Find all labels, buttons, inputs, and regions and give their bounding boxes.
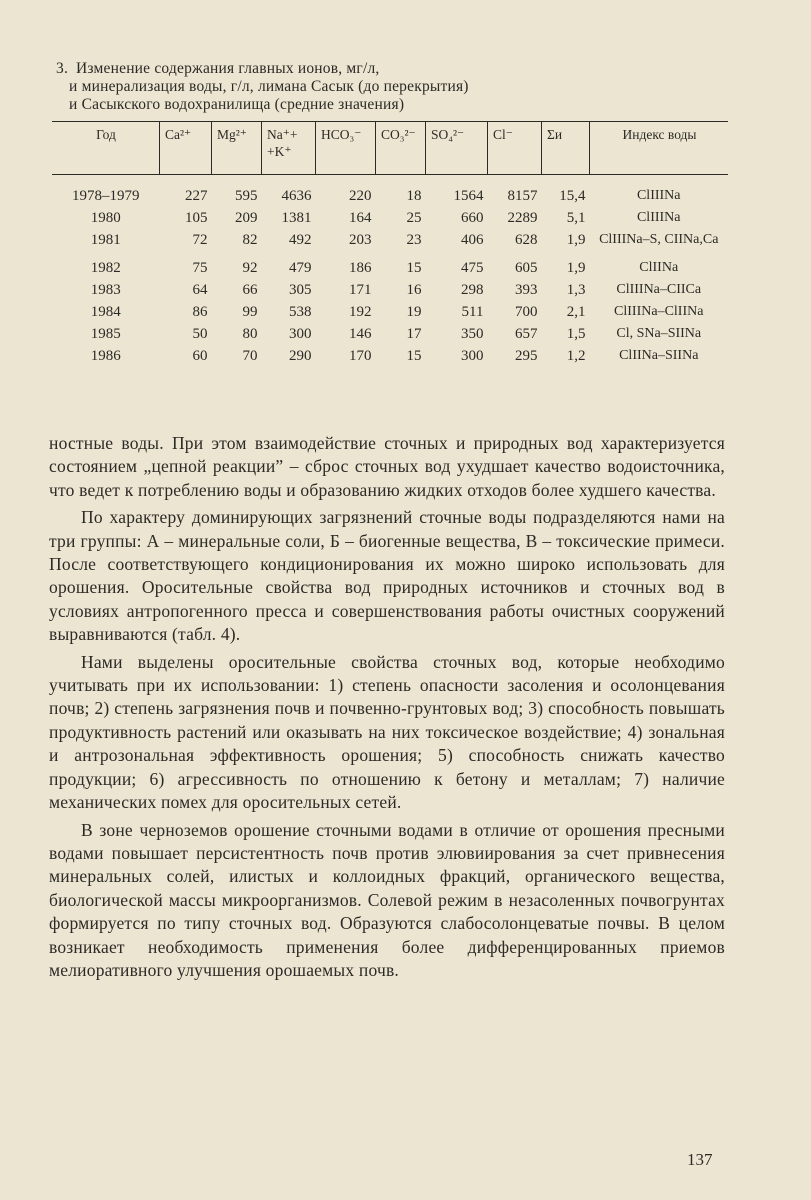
paragraph-4: В зоне черноземов орошение сточными водами в отличие от орошения пресными водами повышает персистентность почв против элювиирования за счет привнесения минеральных солей, илистых и коллоидных фракций, органического вещества, биологической массы микроорганизмов. Солевой режим в незасоленных почвогрунтах формируется по типу сточных вод. Образуются слабосолонцеватые почвы. В целом возникает необходимость применения более дифференцированных приемов мелиоративного улучшения орошаемых почв. <box>49 819 725 980</box>
cell-sum: 1,5 <box>566 326 586 342</box>
cell-cl: 2289 <box>507 210 538 226</box>
header-ca: Ca²⁺ <box>160 122 212 175</box>
cell-co3: 17 <box>406 326 422 342</box>
cell-index: ClIIINa–ClIINa <box>614 304 704 319</box>
table-row <box>52 251 728 279</box>
cell-so4: 300 <box>461 348 484 364</box>
cell-index: ClIIINa <box>636 188 681 203</box>
cell-na: 4636 <box>281 188 312 204</box>
cell-na: 538 <box>289 304 312 320</box>
cell-index: ClIINa–SIINa <box>619 348 699 363</box>
cell-hco3: 186 <box>349 260 372 276</box>
cell-hco3: 192 <box>349 304 372 320</box>
cell-mg: 82 <box>242 232 258 248</box>
cell-ca: 105 <box>185 210 208 226</box>
table-caption <box>56 60 736 114</box>
header-sum: Σи <box>542 122 590 175</box>
table-row <box>52 207 728 229</box>
table-row <box>52 279 728 301</box>
cell-mg: 92 <box>242 260 258 276</box>
header-year: Год <box>52 122 160 175</box>
table-number: 3. <box>56 60 69 77</box>
cell-ca: 50 <box>192 326 208 342</box>
paragraph-2: По характеру доминирующих загрязнений сточные воды подразделяются нами на три группы: А – минеральные соли, Б – биогенные вещества, В – токсические примеси. После соответствующего кондиционирования их можно широко использовать для орошения. Оросительные свойства вод природных источников и сточных вод в условиях антропогенного пресса и совершенствования работы очистных сооружений выравниваются (табл. 4). <box>49 507 725 645</box>
cell-so4: 1564 <box>453 188 484 204</box>
table-row <box>52 301 728 323</box>
cell-hco3: 220 <box>349 188 372 204</box>
caption-line-1: Изменение содержания главных ионов, мг/л, <box>76 60 380 77</box>
cell-sum: 2,1 <box>566 304 586 320</box>
cell-hco3: 164 <box>349 210 372 226</box>
cell-co3: 16 <box>406 282 422 298</box>
paragraph-1: ностные воды. При этом взаимодействие сточных и природных вод характеризуется состоянием „цепной реакции” – сброс сточных вод ухудшает качество водоисточника, что ведет к потреблению воды и образованию жидких отходов более худшего качества. <box>49 433 725 500</box>
table-row <box>52 175 728 208</box>
cell-hco3: 203 <box>349 232 372 248</box>
cell-ca: 86 <box>192 304 208 320</box>
cell-so4: 511 <box>461 304 484 320</box>
cell-sum: 1,9 <box>566 232 586 248</box>
cell-na: 1381 <box>281 210 312 226</box>
cell-mg: 80 <box>242 326 258 342</box>
cell-sum: 1,3 <box>566 282 586 298</box>
cell-sum: 5,1 <box>566 210 586 226</box>
cell-co3: 15 <box>406 348 422 364</box>
cell-ca: 72 <box>192 232 208 248</box>
cell-ca: 60 <box>192 348 208 364</box>
cell-co3: 18 <box>406 188 422 204</box>
cell-so4: 475 <box>461 260 484 276</box>
cell-co3: 15 <box>406 260 422 276</box>
cell-na: 300 <box>289 326 312 342</box>
table-body <box>52 175 728 368</box>
cell-na: 290 <box>289 348 312 364</box>
cell-mg: 70 <box>242 348 258 364</box>
header-water-index: Индекс воды <box>590 122 729 175</box>
cell-sum: 15,4 <box>559 188 586 204</box>
cell-year: 1980 <box>90 210 121 226</box>
header-mg: Mg²⁺ <box>212 122 262 175</box>
cell-year: 1978–1979 <box>72 188 140 204</box>
cell-na: 492 <box>289 232 312 248</box>
cell-cl: 657 <box>515 326 538 342</box>
cell-na: 479 <box>289 260 312 276</box>
header-so4: SO₄²⁻ <box>426 122 488 175</box>
caption-line-3: и Сасыкского водохранилища (средние значения) <box>69 96 405 113</box>
cell-so4: 660 <box>461 210 484 226</box>
cell-hco3: 146 <box>349 326 372 342</box>
cell-index: ClIINa <box>639 260 679 275</box>
cell-mg: 66 <box>242 282 258 298</box>
page-number: 137 <box>687 1150 713 1169</box>
cell-ca: 227 <box>185 188 208 204</box>
table-row <box>52 229 728 251</box>
cell-co3: 23 <box>406 232 422 248</box>
cell-hco3: 171 <box>349 282 372 298</box>
cell-cl: 628 <box>515 232 538 248</box>
table-header-row <box>52 122 728 175</box>
cell-cl: 295 <box>515 348 538 364</box>
cell-cl: 8157 <box>507 188 538 204</box>
header-cl: Cl⁻ <box>488 122 542 175</box>
cell-year: 1984 <box>90 304 121 320</box>
cell-so4: 406 <box>461 232 484 248</box>
header-na-k <box>262 122 316 175</box>
cell-cl: 700 <box>515 304 538 320</box>
cell-ca: 75 <box>192 260 208 276</box>
body-text <box>49 432 725 982</box>
table-row <box>52 345 728 367</box>
cell-index: ClIIINa–S, CIINa,Ca <box>599 232 719 247</box>
cell-cl: 393 <box>515 282 538 298</box>
header-k: +K⁺ <box>267 144 292 159</box>
cell-mg: 99 <box>242 304 258 320</box>
cell-cl: 605 <box>515 260 538 276</box>
cell-mg: 595 <box>235 188 258 204</box>
cell-sum: 1,2 <box>566 348 586 364</box>
table-row <box>52 323 728 345</box>
cell-ca: 64 <box>192 282 208 298</box>
cell-hco3: 170 <box>349 348 372 364</box>
cell-year: 1981 <box>90 232 121 248</box>
cell-co3: 19 <box>406 304 422 320</box>
cell-index: Cl, SNa–SIINa <box>616 326 702 341</box>
cell-co3: 25 <box>406 210 422 226</box>
header-co3: CO₃²⁻ <box>376 122 426 175</box>
cell-year: 1985 <box>90 326 121 342</box>
cell-year: 1986 <box>90 348 121 364</box>
header-hco3: HCO₃⁻ <box>316 122 376 175</box>
cell-year: 1983 <box>90 282 121 298</box>
cell-index: ClIIINa <box>636 210 681 225</box>
cell-so4: 350 <box>461 326 484 342</box>
cell-year: 1982 <box>90 260 121 276</box>
header-na: Na⁺+ <box>267 127 298 142</box>
paragraph-3: Нами выделены оросительные свойства сточных вод, которые необходимо учитывать при их использовании: 1) степень опасности засоления и осолонцевания почв; 2) степень загрязнения почв и почвенно-грунтовых вод; 3) способность повышать продуктивность растений или оказывать на них токсическое воздействие; 4) зональная и антрозональная эффективность орошения; 5) способность снижать качество продукции; 6) агрессивность по отношению к бетону и металлам; 7) наличие механических помех для оросительных сетей. <box>49 651 725 813</box>
caption-line-2: и минерализация воды, г/л, лимана Сасык (до перекрытия) <box>69 78 469 95</box>
ion-content-table <box>52 121 728 367</box>
cell-so4: 298 <box>461 282 484 298</box>
cell-mg: 209 <box>235 210 258 226</box>
cell-sum: 1,9 <box>566 260 586 276</box>
cell-na: 305 <box>289 282 312 298</box>
cell-index: ClIIINa–CIICa <box>616 282 702 297</box>
